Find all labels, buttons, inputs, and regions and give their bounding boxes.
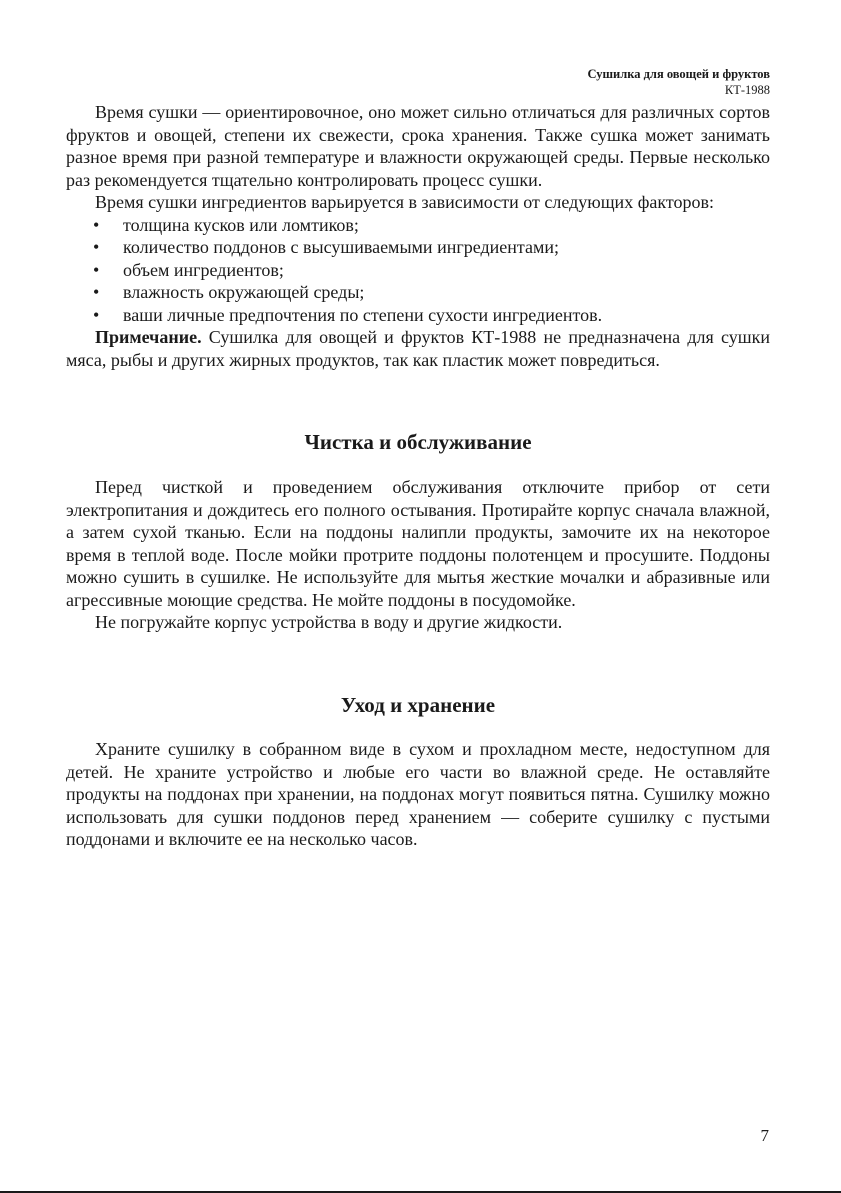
cleaning-heading: Чистка и обслуживание [304,430,532,454]
cleaning-section [66,476,770,634]
running-header [587,66,770,98]
storage-section [66,738,770,851]
note-paragraph [66,326,770,371]
list-item [66,304,770,327]
list-item [66,259,770,282]
note-label: Примечание. [95,327,202,347]
bullet-marker: • [93,259,100,280]
bullet-marker: • [93,304,100,325]
factors-list [66,214,770,327]
immersion-warning-paragraph: Не погружайте корпус устройства в воду и другие жидкости. [95,612,563,632]
factors-intro-paragraph: Время сушки ингредиентов варьируется в зависимости от следующих факторов: [95,192,714,212]
storage-heading: Уход и хранение [340,693,496,717]
cleaning-paragraph: Перед чисткой и проведением обслуживания отключите прибор от сети электропитания и дождитесь его полного остывания. Протирайте корпус сначала влажной, а затем сухой тканью. Если на поддоны налипли продукты, замочите их на некоторое время в теплой воде. После мойки протрите поддоны полотенцем и просушите. Поддоны можно сушить в сушилке. Не используйте для мытья жесткие мочалки и абразивные или агрессивные моющие средства. Не мойте поддоны в посудомойке. [66,477,770,610]
bullet-marker: • [93,237,100,257]
list-item-text: влажность окружающей среды; [123,282,365,302]
bullet-marker: • [93,214,100,235]
note-text: Сушилка для овощей и фруктов КТ-1988 не предназначена для сушки мяса, рыбы и других жирных продуктов, так как пластик может повредиться. [66,327,770,370]
page-number: 7 [760,1126,769,1145]
list-item-text: количество поддонов с высушиваемыми ингредиентами; [123,237,559,257]
storage-paragraph: Храните сушилку в собранном виде в сухом и прохладном месте, недоступном для детей. Не храните устройство и любые его части во влажной среде. Не оставляйте продукты на поддонах при хранении, на поддонах могут появиться пятна. Сушилку можно использовать для сушки поддонов перед хранением — соберите сушилку с пустыми поддонами и включите ее на несколько часов. [66,739,770,849]
list-item-text: толщина кусков или ломтиков; [123,214,359,235]
list-item [66,236,770,259]
list-item-text: объем ингредиентов; [123,259,284,280]
bullet-marker: • [93,282,100,302]
list-item-text: ваши личные предпочтения по степени сухости ингредиентов. [123,304,603,325]
drying-time-section [66,101,770,371]
drying-time-paragraph: Время сушки — ориентировочное, оно может сильно отличаться для различных сортов фруктов и овощей, степени их свежести, срока хранения. Также сушка может занимать разное время при разной температуре и влажности окружающей среды. Первые несколько раз рекомендуется тщательно контролировать процесс сушки. [66,102,770,190]
list-item [66,214,770,237]
header-model: КТ-1988 [724,83,770,97]
header-product-title: Сушилка для овощей и фруктов [587,67,770,81]
list-item [66,281,770,304]
